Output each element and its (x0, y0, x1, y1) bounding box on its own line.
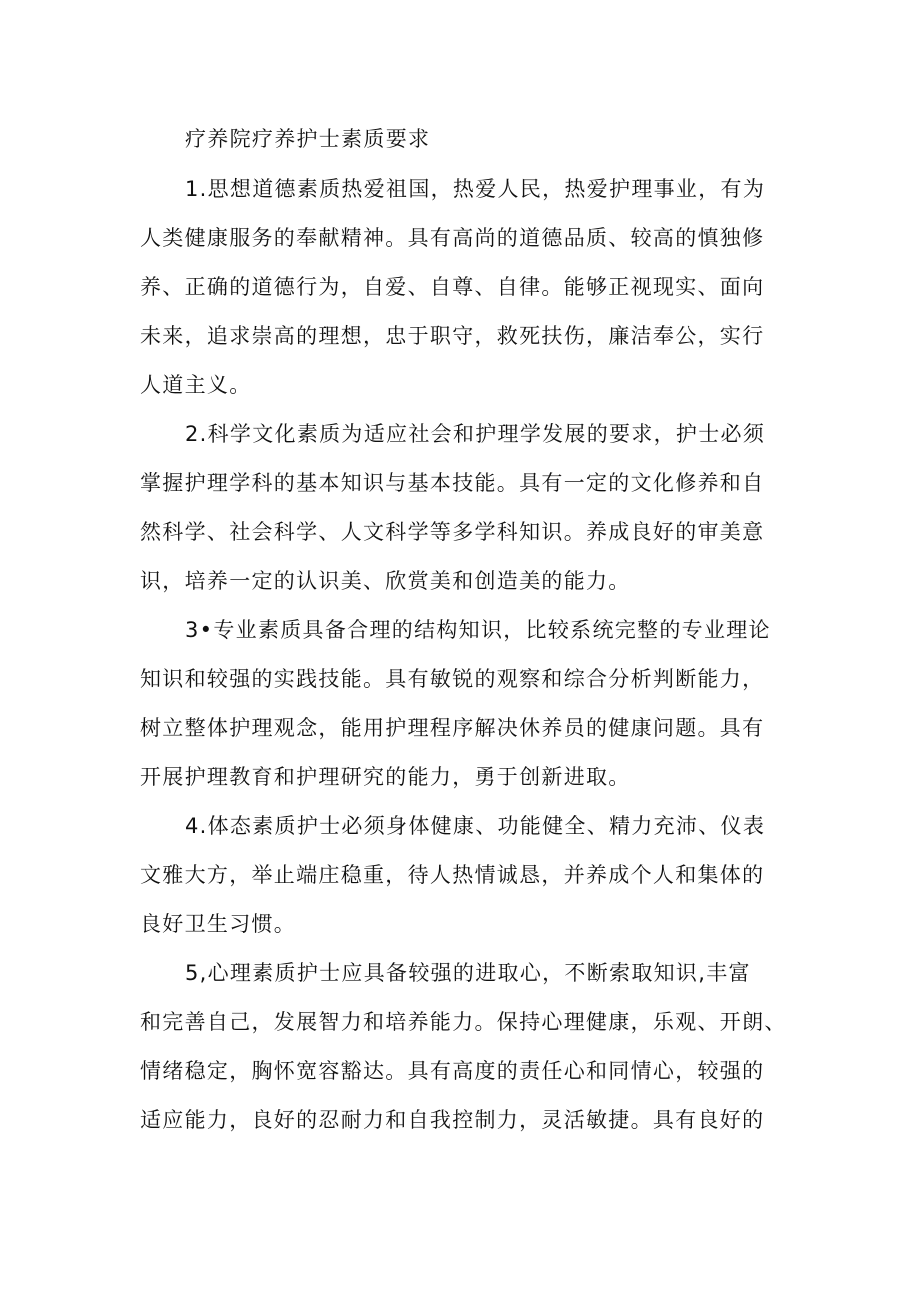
paragraph-2-line-1: 2.科学文化素质为适应社会和护理学发展的要求，护士必须 (185, 422, 766, 446)
paragraph-1-line-2: 人类健康服务的奉献精神。具有高尚的道德品质、较高的慎独修 (140, 226, 765, 250)
paragraph-4-line-2: 文雅大方，举止端庄稳重，待人热情诚恳，并养成个人和集体的 (140, 863, 765, 887)
paragraph-5-line-4: 适应能力，良好的忍耐力和自我控制力，灵活敏捷。具有良好的 (140, 1108, 765, 1132)
paragraph-1-line-1: 1.思想道德素质热爱祖国，热爱人民，热爱护理事业，有为 (185, 177, 766, 201)
paragraph-4-line-3: 良好卫生习惯。 (140, 912, 297, 936)
paragraph-5-line-2: 和完善自己，发展智力和培养能力。保持心理健康，乐观、开朗、 (140, 1010, 787, 1034)
document-title: 疗养院疗养护士素质要求 (185, 127, 431, 151)
paragraph-3-line-2: 知识和较强的实践技能。具有敏锐的观察和综合分析判断能力， (140, 667, 765, 691)
paragraph-2-line-4: 识，培养一定的认识美、欣赏美和创造美的能力。 (140, 569, 631, 593)
paragraph-3-line-3: 树立整体护理观念，能用护理程序解决休养员的健康问题。具有 (140, 716, 765, 740)
paragraph-3-line-4: 开展护理教育和护理研究的能力，勇于创新进取。 (140, 765, 631, 789)
paragraph-5-line-3: 情绪稳定，胸怀宽容豁达。具有高度的责任心和同情心，较强的 (140, 1059, 765, 1083)
paragraph-5-line-1: 5,心理素质护士应具备较强的进取心，不断索取知识,丰富 (185, 961, 751, 985)
paragraph-3-line-1: 3•专业素质具备合理的结构知识，比较系统完整的专业理论 (185, 618, 771, 642)
paragraph-1-line-4: 未来，追求崇高的理想，忠于职守，救死扶伤，廉洁奉公，实行 (140, 324, 765, 348)
paragraph-4-line-1: 4.体态素质护士必须身体健康、功能健全、精力充沛、仪表 (185, 814, 766, 838)
paragraph-2-line-3: 然科学、社会科学、人文科学等多学科知识。养成良好的审美意 (140, 520, 765, 544)
paragraph-1-line-5: 人道主义。 (140, 373, 252, 397)
paragraph-2-line-2: 掌握护理学科的基本知识与基本技能。具有一定的文化修养和自 (140, 471, 765, 495)
paragraph-1-line-3: 养、正确的道德行为，自爱、自尊、自律。能够正视现实、面向 (140, 275, 765, 299)
